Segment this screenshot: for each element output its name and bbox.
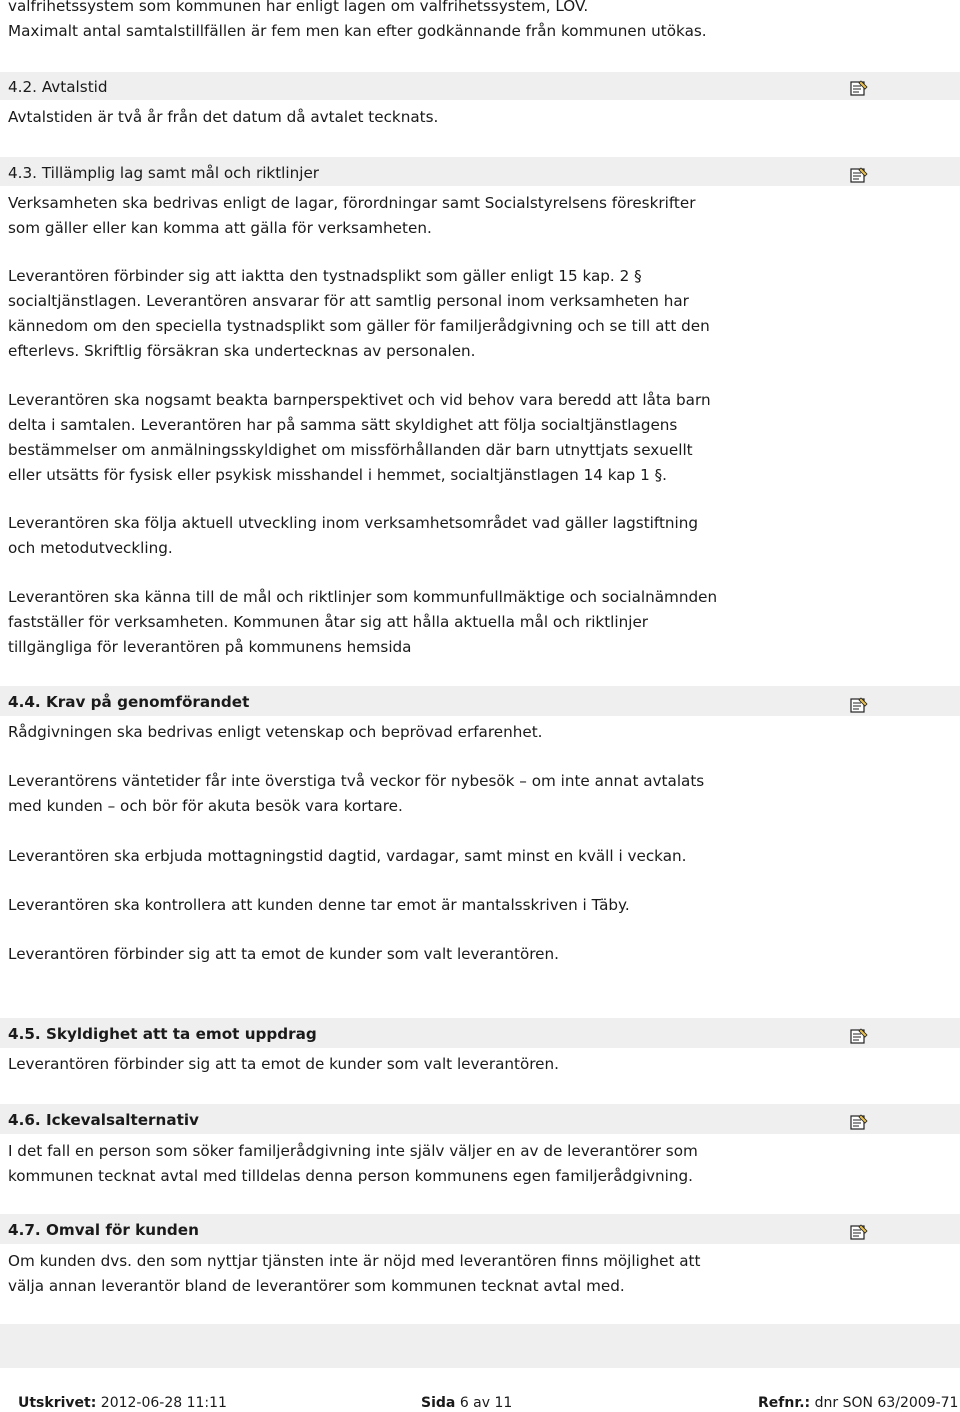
document-edit-icon[interactable] [850,167,868,183]
paragraph: Leverantören förbinder sig att ta emot de kunder som valt leverantören. [8,945,559,963]
text-line: Verksamheten ska bedrivas enligt de lagar, förordningar samt Socialstyrelsens föreskrifter [8,194,696,212]
text-line: kännedom om den speciella tystnadsplikt som gäller för familjerådgivning och se till att den [8,317,710,335]
text-line: som gäller eller kan komma att gälla för verksamheten. [8,219,432,237]
footer-printed: Utskrivet: 2012-06-28 11:11 [18,1395,227,1411]
text-line: efterlevs. Skriftlig försäkran ska undertecknas av personalen. [8,342,476,360]
text-line: Leverantören förbinder sig att iaktta den tystnadsplikt som gäller enligt 15 kap. 2 § [8,267,642,285]
text-line: kommunen tecknat avtal med tilldelas denna person kommunens egen familjerådgivning. [8,1167,693,1185]
text-line: och metodutveckling. [8,539,173,557]
footer-page: Sida 6 av 11 [421,1395,513,1411]
footer-refnr: Refnr.: dnr SON 63/2009-71 [758,1395,959,1411]
text-line: Leverantören ska följa aktuell utveckling inom verksamhetsområdet vad gäller lagstiftning [8,514,699,532]
document-edit-icon[interactable] [850,1028,868,1044]
paragraph: Leverantören ska erbjuda mottagningstid dagtid, vardagar, samt minst en kväll i veckan. [8,847,687,865]
text-line: Leverantörens väntetider får inte överstiga två veckor för nybesök – om inte annat avtalats [8,772,705,790]
text-line: välja annan leverantör bland de leverantörer som kommunen tecknat avtal med. [8,1277,625,1295]
text-line: valfrihetssystem som kommunen har enligt lagen om valfrihetssystem, LOV. [8,0,589,15]
text-line: tillgängliga för leverantören på kommunens hemsida [8,638,412,656]
text-line: Om kunden dvs. den som nyttjar tjänsten inte är nöjd med leverantören finns möjlighet att [8,1252,701,1270]
document-edit-icon[interactable] [850,1224,868,1240]
section-heading-4-6: 4.6. Ickevalsalternativ [8,1111,199,1129]
section-heading-4-3: 4.3. Tillämplig lag samt mål och riktlinjer [8,164,320,182]
text-line: Maximalt antal samtalstillfällen är fem men kan efter godkännande från kommunen utökas. [8,22,707,40]
text-line: socialtjänstlagen. Leverantören ansvarar för att samtlig personal inom verksamheten har [8,292,689,310]
paragraph: Rådgivningen ska bedrivas enligt vetenskap och beprövad erfarenhet. [8,723,543,741]
section-heading-4-2: 4.2. Avtalstid [8,78,108,96]
section-heading-4-5: 4.5. Skyldighet att ta emot uppdrag [8,1025,317,1043]
text-line: Leverantören ska känna till de mål och riktlinjer som kommunfullmäktige och socialnämnden [8,588,718,606]
empty-band [0,1324,960,1368]
paragraph: Avtalstiden är två år från det datum då avtalet tecknats. [8,108,439,126]
section-heading-band [0,72,960,100]
document-edit-icon[interactable] [850,80,868,96]
paragraph: Leverantören ska kontrollera att kunden denne tar emot är mantalsskriven i Täby. [8,896,630,914]
document-edit-icon[interactable] [850,1114,868,1130]
text-line: delta i samtalen. Leverantören har på samma sätt skyldighet att följa socialtjänstlagens [8,416,678,434]
text-line: eller utsätts för fysisk eller psykisk misshandel i hemmet, socialtjänstlagen 14 kap 1 §. [8,466,667,484]
text-line: fastställer för verksamheten. Kommunen åtar sig att hålla aktuella mål och riktlinjer [8,613,649,631]
text-line: bestämmelser om anmälningsskyldighet om missförhållanden där barn utnyttjats sexuellt [8,441,693,459]
text-line: Leverantören ska nogsamt beakta barnperspektivet och vid behov vara beredd att låta barn [8,391,711,409]
text-line: med kunden – och bör för akuta besök vara kortare. [8,797,403,815]
section-heading-4-7: 4.7. Omval för kunden [8,1221,199,1239]
section-heading-4-4: 4.4. Krav på genomförandet [8,693,250,711]
document-edit-icon[interactable] [850,697,868,713]
text-line: I det fall en person som söker familjerådgivning inte själv väljer en av de leverantörer som [8,1142,698,1160]
paragraph: Leverantören förbinder sig att ta emot de kunder som valt leverantören. [8,1055,559,1073]
